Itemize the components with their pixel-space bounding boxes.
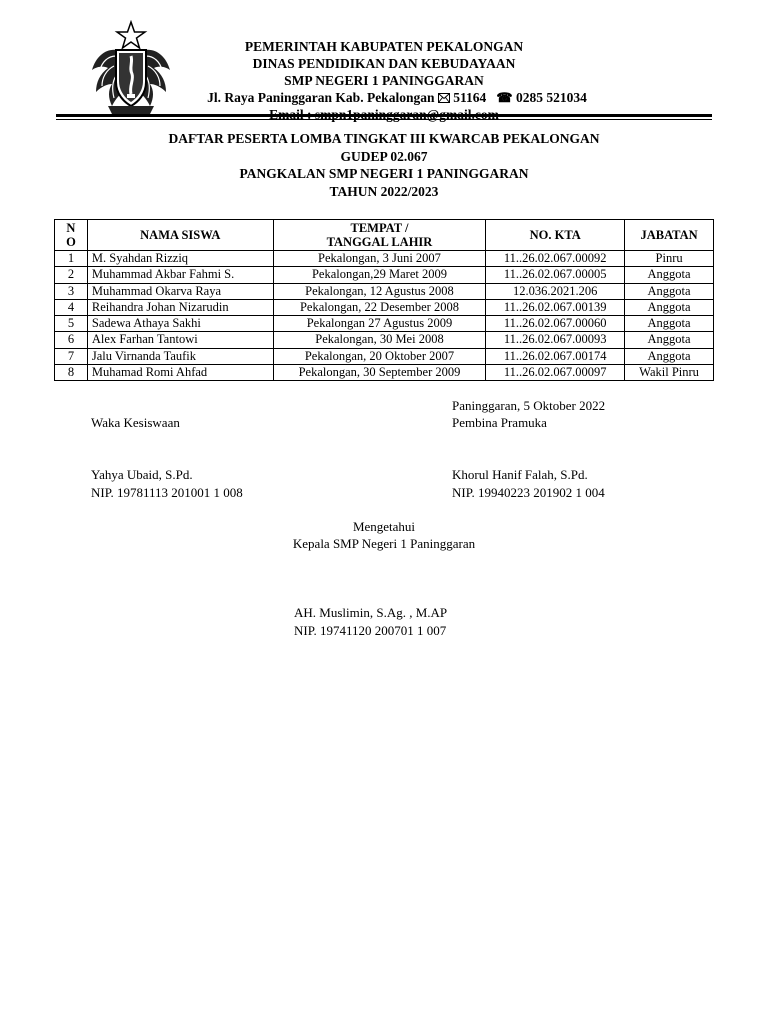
header-no: N O <box>55 220 88 251</box>
right-signer-role: Pembina Pramuka <box>452 415 547 430</box>
letterhead-divider-thin <box>56 119 712 120</box>
row-number: 4 <box>55 299 88 315</box>
birth-place-date: Pekalongan, 20 Oktober 2007 <box>273 348 486 364</box>
position: Anggota <box>625 332 714 348</box>
kta-number: 11..26.02.067.00093 <box>486 332 625 348</box>
kta-number: 11..26.02.067.00097 <box>486 365 625 381</box>
kta-number: 11..26.02.067.00005 <box>486 267 625 283</box>
table-header-row <box>55 220 714 251</box>
birth-place-date: Pekalongan,29 Maret 2009 <box>273 267 486 283</box>
kta-number: 11..26.02.067.00060 <box>486 316 625 332</box>
center-signer-nip: NIP. 19741120 200701 1 007 <box>294 623 447 638</box>
postal-code: 51164 <box>453 90 487 105</box>
title-line-4: TAHUN 2022/2023 <box>329 183 439 199</box>
left-signer-name: Yahya Ubaid, S.Pd. <box>91 467 193 482</box>
phone-number: 0285 521034 <box>515 90 587 105</box>
address-text: Jl. Raya Paninggaran Kab. Pekalongan <box>207 90 435 105</box>
row-number: 5 <box>55 316 88 332</box>
government-name: PEMERINTAH KABUPATEN PEKALONGAN <box>244 39 524 54</box>
right-signer-nip: NIP. 19940223 201902 1 004 <box>452 485 605 500</box>
row-number: 6 <box>55 332 88 348</box>
center-signer-role: Kepala SMP Negeri 1 Paninggaran <box>292 536 476 551</box>
position: Anggota <box>625 348 714 364</box>
position: Wakil Pinru <box>625 365 714 381</box>
center-signer-name: AH. Muslimin, S.Ag. , M.AP <box>294 605 448 620</box>
acknowledged-label: Mengetahui <box>352 519 416 534</box>
header-position: JABATAN <box>625 220 714 251</box>
kta-number: 11..26.02.067.00092 <box>486 251 625 267</box>
place-date: Paninggaran, 5 Oktober 2022 <box>452 398 606 413</box>
student-name: Muhammad Akbar Fahmi S. <box>87 267 273 283</box>
table-row <box>55 251 714 267</box>
school-address <box>176 89 618 106</box>
birth-place-date: Pekalongan, 12 Agustus 2008 <box>273 283 486 299</box>
telephone-icon: ☎ <box>496 90 513 105</box>
student-name: Alex Farhan Tantowi <box>87 332 273 348</box>
birth-place-date: Pekalongan, 30 Mei 2008 <box>273 332 486 348</box>
title-line-1: DAFTAR PESERTA LOMBA TINGKAT III KWARCAB PEKALONGAN <box>168 131 600 146</box>
table-row <box>55 316 714 332</box>
birth-place-date: Pekalongan, 3 Juni 2007 <box>273 251 486 267</box>
title-line-3: PANGKALAN SMP NEGERI 1 PANINGGARAN <box>239 166 529 181</box>
table-row <box>55 299 714 315</box>
table-row <box>55 332 714 348</box>
row-number: 8 <box>55 365 88 381</box>
department-name: DINAS PENDIDIKAN DAN KEBUDAYAAN <box>252 56 516 71</box>
letterhead-divider-thick <box>56 114 712 117</box>
title-line-2: GUDEP 02.067 <box>340 148 428 164</box>
envelope-icon <box>438 93 450 103</box>
kta-number: 11..26.02.067.00139 <box>486 299 625 315</box>
student-name: Muhammad Okarva Raya <box>87 283 273 299</box>
table-row <box>55 348 714 364</box>
header-name: NAMA SISWA <box>87 220 273 251</box>
birth-place-date: Pekalongan, 22 Desember 2008 <box>273 299 486 315</box>
kta-number: 12.036.2021.206 <box>486 283 625 299</box>
left-signer-nip: NIP. 19781113 201001 1 008 <box>91 485 243 500</box>
letterhead <box>150 38 618 123</box>
row-number: 1 <box>55 251 88 267</box>
position: Anggota <box>625 267 714 283</box>
header-kta: NO. KTA <box>486 220 625 251</box>
table-row <box>55 365 714 381</box>
right-signer-name: Khorul Hanif Falah, S.Pd. <box>452 467 588 482</box>
row-number: 3 <box>55 283 88 299</box>
position: Anggota <box>625 299 714 315</box>
table-row <box>55 267 714 283</box>
left-signer-role: Waka Kesiswaan <box>91 415 180 430</box>
participant-table <box>54 219 714 381</box>
header-birth: TEMPAT / TANGGAL LAHIR <box>273 220 486 251</box>
table-row <box>55 283 714 299</box>
position: Anggota <box>625 316 714 332</box>
row-number: 7 <box>55 348 88 364</box>
student-name: Muhamad Romi Ahfad <box>87 365 273 381</box>
row-number: 2 <box>55 267 88 283</box>
student-name: Reihandra Johan Nizarudin <box>87 299 273 315</box>
birth-place-date: Pekalongan, 30 September 2009 <box>273 365 486 381</box>
position: Anggota <box>625 283 714 299</box>
school-name: SMP NEGERI 1 PANINGGARAN <box>284 73 484 88</box>
position: Pinru <box>625 251 714 267</box>
student-name: Jalu Virnanda Taufik <box>87 348 273 364</box>
student-name: Sadewa Athaya Sakhi <box>87 316 273 332</box>
kta-number: 11..26.02.067.00174 <box>486 348 625 364</box>
document-title <box>56 130 712 200</box>
birth-place-date: Pekalongan 27 Agustus 2009 <box>273 316 486 332</box>
student-name: M. Syahdan Rizziq <box>87 251 273 267</box>
